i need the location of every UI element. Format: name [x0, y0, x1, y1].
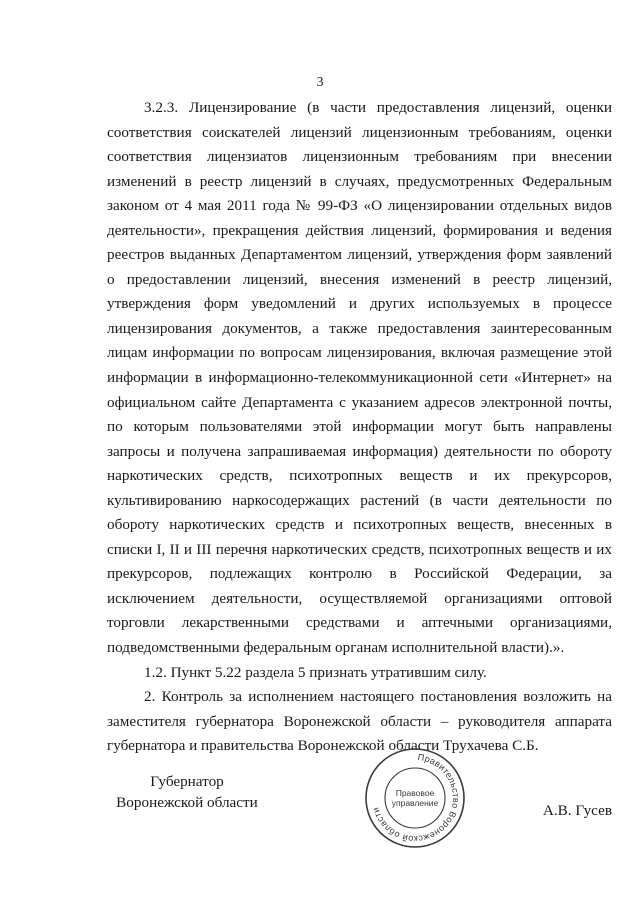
- page-number: 3: [316, 75, 324, 90]
- paragraph-1-2: 1.2. Пункт 5.22 раздела 5 признать утратившим силу.: [144, 663, 487, 681]
- stamp-ring-text: Правительство Воронежской области: [370, 752, 462, 845]
- signer-name: А.В. Гусев: [542, 802, 612, 819]
- stamp-center-line1: Правовое: [395, 788, 435, 798]
- official-stamp: [363, 746, 467, 850]
- stamp-center-line2: управление: [391, 798, 439, 808]
- signer-title-line1: Губернатор: [150, 773, 224, 790]
- stamp-seal-icon: [363, 746, 467, 850]
- paragraph-2: 2. Контроль за исполнением настоящего постановления возложить на заместителя губернатора Воронежской области – руководителя аппарата губернатора и правительства Воронежской области Трухачева С.Б.: [107, 688, 612, 755]
- document-body: [107, 96, 612, 759]
- paragraph-3-2-3: 3.2.3. Лицензирование (в части предоставления лицензий, оценки соответствия соискателей лицензий лицензионным требованиям, оценки соответствия лицензиатов лицензионным требованиям при внесении изменений в реестр лицензий в случаях, предусмотренных Федеральным законом от 4 мая 2011 года № 99-ФЗ «О лицензировании отдельных видов деятельности», прекращения действия лицензий, формирования и ведения реестров выданных Департаментом лицензий, утверждения форм заявлений о предоставлении лицензий, внесения изменений в реестр лицензий, утверждения форм уведомлений и других используемых в процессе лицензирования документов, а также предоставления заинтересованным лицам информации по вопросам лицензирования, включая размещение этой информации в информационно-телекоммуникационной сети «Интернет» на официальном сайте Департамента с указанием адресов электронной почты, по которым пользователями этой информации могут быть направлены запросы и получена запрашиваемая информация) деятельности по обороту наркотических средств, психотропных веществ и их прекурсоров, культивированию наркосодержащих растений (в части деятельности по обороту наркотических средств и психотропных веществ, внесенных в списки I, II и III перечня наркотических средств, психотропных веществ и их прекурсоров, подлежащих контролю в Российской Федерации, за исключением деятельности, осуществляемой организациями оптовой торговли лекарственными средствами и аптечными организациями, подведомственными федеральным органам исполнительной власти).».: [107, 99, 612, 657]
- signature-block: [107, 752, 612, 871]
- signer-title: [107, 771, 267, 813]
- signer-title-line2: Воронежской области: [116, 794, 258, 811]
